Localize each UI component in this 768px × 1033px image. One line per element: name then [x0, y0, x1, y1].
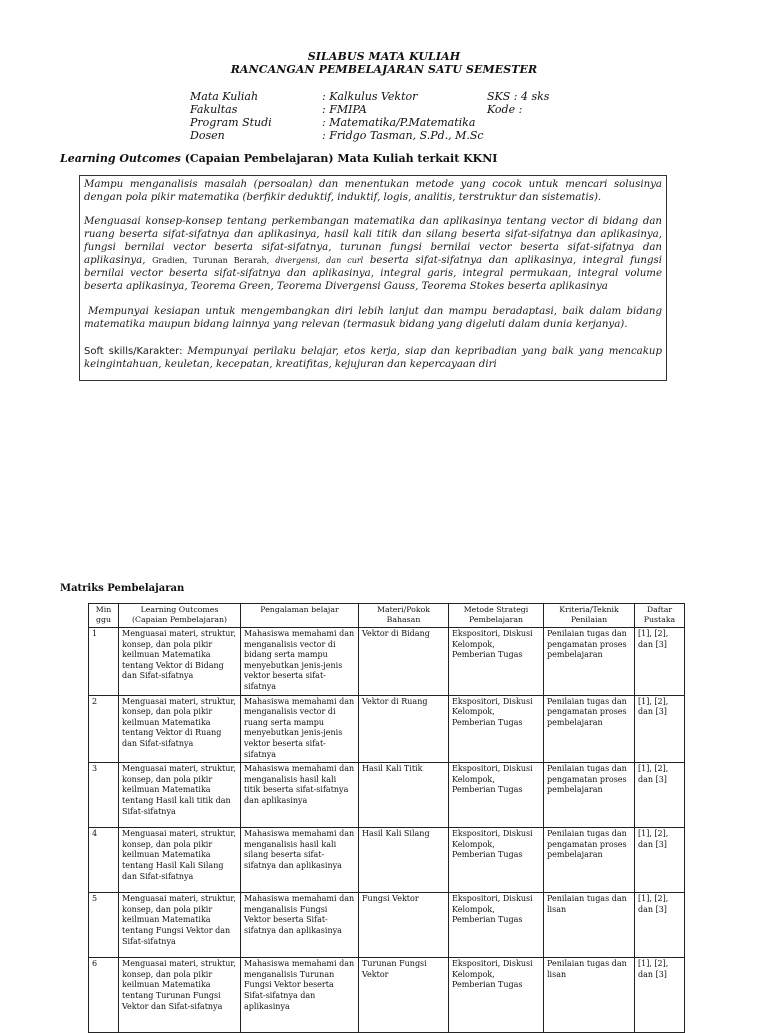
learning-outcomes-heading: [60, 152, 497, 165]
header-learning-outcomes: Learning Outcomes (Capaian Pembelajaran): [119, 604, 241, 628]
cell-topic: Turunan Fungsi Vektor: [359, 958, 449, 1033]
table-header-row: [89, 604, 685, 628]
cell-learning-outcome: Menguasai materi, struktur, konsep, dan pola pikir keilmuan Matematika tentang Vektor di Bidang dan Sifat-sifatnya: [119, 628, 241, 696]
table-row: [89, 695, 685, 763]
program-value: : Matematika/P.Matematika: [322, 116, 476, 129]
cell-learning-experience: Mahasiswa memahami dan menganalisis Turunan Fungsi Vektor beserta Sifat-sifatnya dan aplikasinya: [241, 958, 359, 1033]
outcome-paragraph-4: [84, 345, 662, 371]
table-row: [89, 763, 685, 828]
matrix-heading: Matriks Pembelajaran: [60, 583, 185, 594]
cell-assessment: Penilaian tugas dan lisan: [544, 958, 635, 1033]
cell-references: [1], [2], dan [3]: [635, 958, 685, 1033]
faculty-value: : FMIPA: [322, 103, 367, 116]
faculty-label: Fakultas: [190, 103, 238, 116]
outcome-paragraph-3: Mempunyai kesiapan untuk mengembangkan diri lebih lanjut dan mampu beradaptasi, baik dalam bidang matematika maupun bidang lainnya yang relevan (termasuk bidang yang digeluti dalam dunia kerjanya).: [84, 306, 662, 330]
outcome-paragraph-2-part-d: beserta sifat-sifatnya dan aplikasinya, integral fungsi bernilai vector beserta sifat-sifatnya dan aplikasinya, integral garis, integral permukaan, integral volume beserta aplikasinya, Teorema Green, Teorema Divergensi Gauss, Teorema Stokes beserta aplikasinya: [84, 255, 663, 292]
soft-skills-label: Soft skills/Karakter:: [84, 346, 188, 357]
header-learning-experience: Pengalaman belajar: [241, 604, 359, 628]
header-references: Daftar Pustaka: [635, 604, 685, 628]
cell-week: 4: [89, 828, 119, 893]
cell-learning-outcome: Menguasai materi, struktur, konsep, dan pola pikir keilmuan Matematika tentang Fungsi Vektor dan Sifat-sifatnya: [119, 893, 241, 958]
cell-method: Ekspositori, Diskusi Kelompok, Pemberian Tugas: [449, 628, 544, 696]
cell-topic: Hasil Kali Silang: [359, 828, 449, 893]
header-topic: Materi/Pokok Bahasan: [359, 604, 449, 628]
cell-learning-outcome: Menguasai materi, struktur, konsep, dan pola pikir keilmuan Matematika tentang Turunan Fungsi Vektor dan Sifat-sifatnya: [119, 958, 241, 1033]
table-row: [89, 893, 685, 958]
cell-week: 5: [89, 893, 119, 958]
table-row: [89, 628, 685, 696]
cell-method: Ekspositori, Diskusi Kelompok, Pemberian Tugas: [449, 893, 544, 958]
document-subtitle: RANCANGAN PEMBELAJARAN SATU SEMESTER: [230, 63, 538, 76]
cell-learning-outcome: Menguasai materi, struktur, konsep, dan pola pikir keilmuan Matematika tentang Hasil kali titik dan Sifat-sifatnya: [119, 763, 241, 828]
document-title: SILABUS MATA KULIAH: [307, 50, 461, 63]
cell-week: 2: [89, 695, 119, 763]
cell-week: 6: [89, 958, 119, 1033]
cell-assessment: Penilaian tugas dan lisan: [544, 893, 635, 958]
cell-references: [1], [2], dan [3]: [635, 893, 685, 958]
outcome-paragraph-2-part-c: divergensi, dan curl: [275, 256, 364, 265]
cell-references: [1], [2], dan [3]: [635, 828, 685, 893]
learning-outcomes-box: [79, 175, 667, 381]
course-code: Kode :: [487, 103, 523, 116]
lecturer-label: Dosen: [190, 129, 225, 142]
cell-topic: Vektor di Bidang: [359, 628, 449, 696]
cell-learning-outcome: Menguasai materi, struktur, konsep, dan pola pikir keilmuan Matematika tentang Hasil Kali Silang dan Sifat-sifatnya: [119, 828, 241, 893]
cell-week: 3: [89, 763, 119, 828]
cell-topic: Hasil Kali Titik: [359, 763, 449, 828]
cell-learning-experience: Mahasiswa memahami dan menganalisis hasil kali titik beserta sifat-sifatnya dan aplikasinya: [241, 763, 359, 828]
cell-assessment: Penilaian tugas dan pengamatan proses pembelajaran: [544, 628, 635, 696]
cell-learning-experience: Mahasiswa memahami dan menganalisis Fungsi Vektor beserta Sifat-sifatnya dan aplikasinya: [241, 893, 359, 958]
cell-learning-experience: Mahasiswa memahami dan menganalisis vector di ruang serta mampu menyebutkan jenis-jenis vektor beserta sifat-sifatnya: [241, 695, 359, 763]
learning-matrix-table: [88, 603, 685, 1033]
course-name-value: : Kalkulus Vektor: [322, 90, 418, 103]
cell-method: Ekspositori, Diskusi Kelompok, Pemberian Tugas: [449, 695, 544, 763]
learning-outcomes-heading-rest: (Capaian Pembelajaran) Mata Kuliah terkait KKNI: [180, 152, 498, 165]
cell-method: Ekspositori, Diskusi Kelompok, Pemberian Tugas: [449, 958, 544, 1033]
outcome-paragraph-1: Mampu menganalisis masalah (persoalan) dan menentukan metode yang cocok untuk mencari solusinya dengan pola pikir matematika (berfikir deduktif, induktif, logis, analitis, terstruktur dan sistematis).: [84, 179, 662, 203]
program-label: Program Studi: [190, 116, 272, 129]
cell-references: [1], [2], dan [3]: [635, 763, 685, 828]
cell-learning-experience: Mahasiswa memahami dan menganalisis vector di bidang serta mampu menyebutkan jenis-jenis vektor beserta sifat-sifatnya: [241, 628, 359, 696]
outcome-paragraph-2: [84, 215, 662, 293]
table-row: [89, 828, 685, 893]
learning-outcomes-heading-italic: Learning Outcomes: [60, 152, 181, 165]
cell-references: [1], [2], dan [3]: [635, 695, 685, 763]
header-week: Min ggu: [89, 604, 119, 628]
cell-topic: Fungsi Vektor: [359, 893, 449, 958]
course-name-label: Mata Kuliah: [190, 90, 259, 103]
cell-week: 1: [89, 628, 119, 696]
credits-value: SKS : 4 sks: [487, 90, 550, 103]
header-assessment: Kriteria/Teknik Penilaian: [544, 604, 635, 628]
soft-skills-text: Mempunyai perilaku belajar, etos kerja, siap dan kepribadian yang baik yang mencakup keingintahuan, keuletan, kecepatan, kreatifitas, kejujuran dan kepercayaan diri: [84, 346, 662, 370]
cell-assessment: Penilaian tugas dan pengamatan proses pembelajaran: [544, 695, 635, 763]
cell-assessment: Penilaian tugas dan pengamatan proses pembelajaran: [544, 828, 635, 893]
cell-assessment: Penilaian tugas dan pengamatan proses pembelajaran: [544, 763, 635, 828]
cell-learning-experience: Mahasiswa memahami dan menganalisis hasil kali silang beserta sifat-sifatnya dan aplikasinya: [241, 828, 359, 893]
cell-learning-outcome: Menguasai materi, struktur, konsep, dan pola pikir keilmuan Matematika tentang Vektor di Ruang dan Sifat-sifatnya: [119, 695, 241, 763]
outcome-paragraph-2-part-b: Gradien, Turunan Berarah,: [152, 256, 276, 265]
cell-references: [1], [2], dan [3]: [635, 628, 685, 696]
cell-topic: Vektor di Ruang: [359, 695, 449, 763]
header-method: Metode Strategi Pembelajaran: [449, 604, 544, 628]
cell-method: Ekspositori, Diskusi Kelompok, Pemberian Tugas: [449, 763, 544, 828]
lecturer-value: : Fridgo Tasman, S.Pd., M.Sc: [322, 129, 484, 142]
table-row: [89, 958, 685, 1033]
cell-method: Ekspositori, Diskusi Kelompok, Pemberian Tugas: [449, 828, 544, 893]
outcome-paragraph-2-part-a: Menguasai konsep-konsep tentang perkembangan matematika dan aplikasinya tentang vector di bidang dan ruang beserta sifat-sifatnya dan aplikasinya, hasil kali titik dan silang beserta sifat-sifatnya dan aplikasinya, fungsi bernilai vector beserta sifat-sifatnya, turunan fungsi bernilai vector beserta sifat-sifatnya dan aplikasinya,: [84, 216, 662, 266]
